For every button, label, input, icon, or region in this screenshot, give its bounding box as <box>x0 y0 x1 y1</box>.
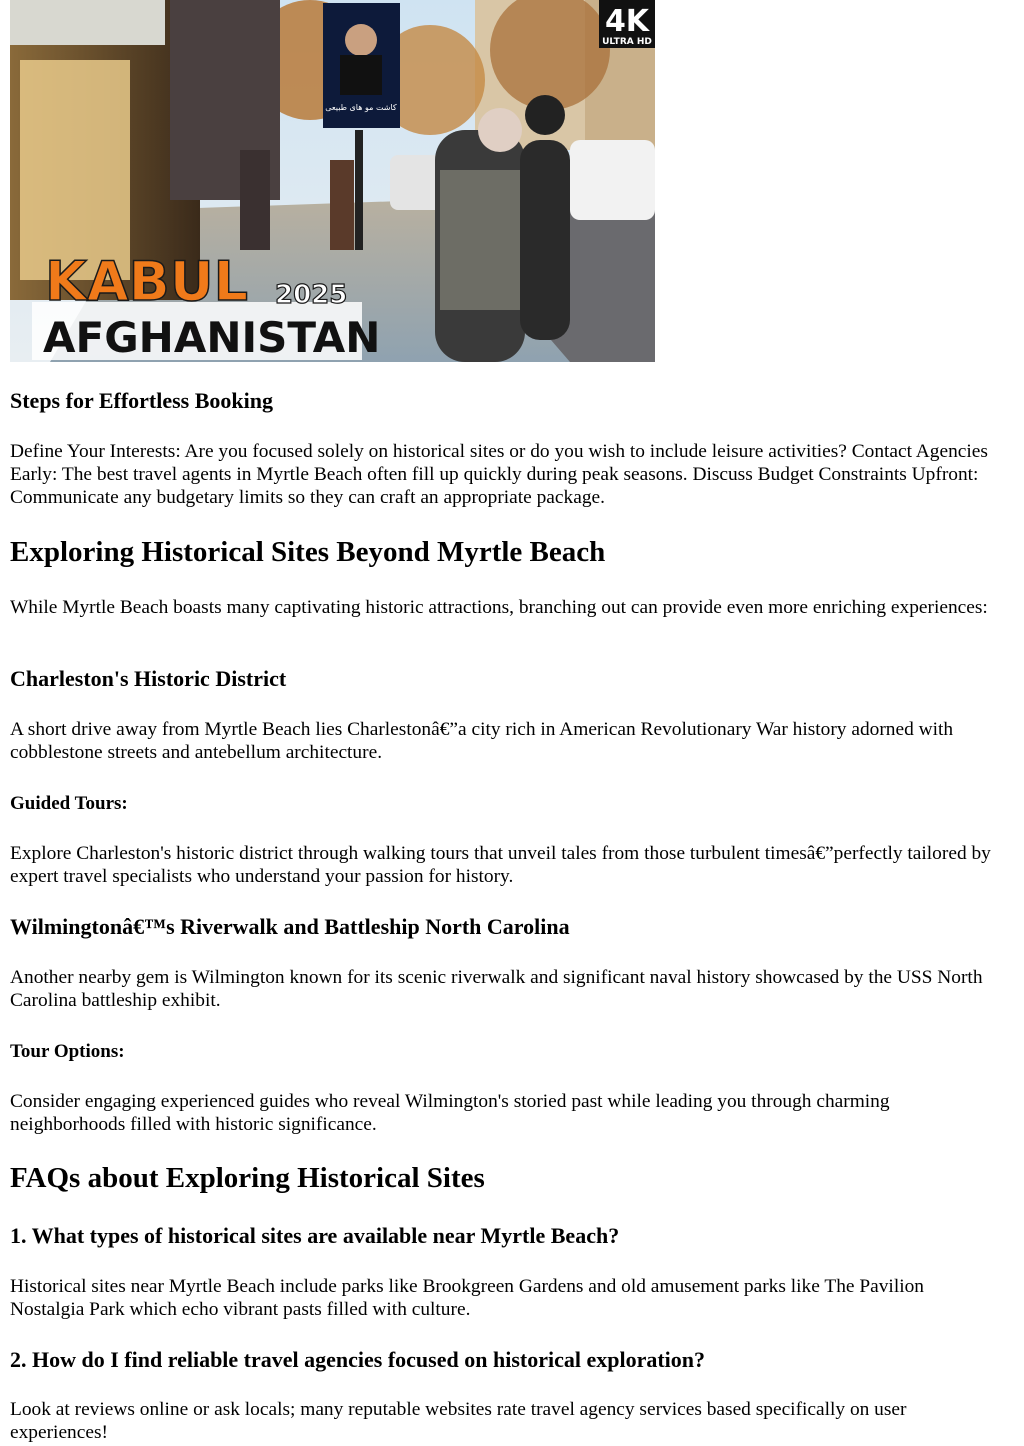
booking-heading: Steps for Effortless Booking <box>10 388 273 413</box>
tour-options-heading: Tour Options: <box>10 1041 125 1062</box>
faq1-question: 1. What types of historical sites are available near Myrtle Beach? <box>10 1223 620 1248</box>
faq2-answer: Look at reviews online or ask locals; many reputable websites rate travel agency services based specifically on user experiences! <box>10 1399 907 1443</box>
faq2-question: 2. How do I find reliable travel agencies focused on historical exploration? <box>10 1347 706 1372</box>
hero-title-kabul: KABUL <box>45 250 249 313</box>
billboard-text: کاشت مو های طبیعی <box>325 103 397 112</box>
hero-year: 2025 <box>275 280 348 310</box>
badge-ultrahd-text: ULTRA HD <box>602 37 652 47</box>
guided-tours-heading: Guided Tours: <box>10 793 128 814</box>
charleston-paragraph: A short drive away from Myrtle Beach lies Charlestonâ€”a city rich in American Revolutionary War history adorned with cobblestone streets and antebellum architecture. <box>10 719 954 763</box>
exploring-paragraph: While Myrtle Beach boasts many captivating historic attractions, branching out can provide even more enriching experiences: <box>10 597 988 618</box>
tour-options-paragraph: Consider engaging experienced guides who reveal Wilmington's storied past while leading you through charming neighborhoods filled with historic significance. <box>10 1091 890 1135</box>
badge-4k-text: 4K <box>604 4 650 39</box>
booking-paragraph: Define Your Interests: Are you focused solely on historical sites or do you wish to include leisure activities? Contact Agencies Early: The best travel agents in Myrtle Beach often fill up quickly during peak seasons. Discuss Budget Constraints Upfront: Communicate any budgetary limits so they can craft an appropriate package. <box>10 441 988 508</box>
hero-image <box>10 0 1000 362</box>
exploring-heading: Exploring Historical Sites Beyond Myrtle Beach <box>10 536 606 568</box>
wilmington-paragraph: Another nearby gem is Wilmington known for its scenic riverwalk and significant naval history showcased by the USS North Carolina battleship exhibit. <box>10 967 983 1011</box>
guided-tours-paragraph: Explore Charleston's historic district through walking tours that unveil tales from those turbulent timesâ€”perfectly tailored by expert travel specialists who understand your passion for history. <box>10 843 991 887</box>
wilmington-heading: Wilmingtonâ€™s Riverwalk and Battleship North Carolina <box>10 914 570 939</box>
charleston-heading: Charleston's Historic District <box>10 666 287 691</box>
hero-title-afghanistan: AFGHANISTAN <box>43 313 381 362</box>
faq-heading: FAQs about Exploring Historical Sites <box>10 1162 485 1194</box>
faq1-answer: Historical sites near Myrtle Beach include parks like Brookgreen Gardens and old amusement parks like The Pavilion Nostalgia Park which echo vibrant pasts filled with culture. <box>10 1276 924 1320</box>
